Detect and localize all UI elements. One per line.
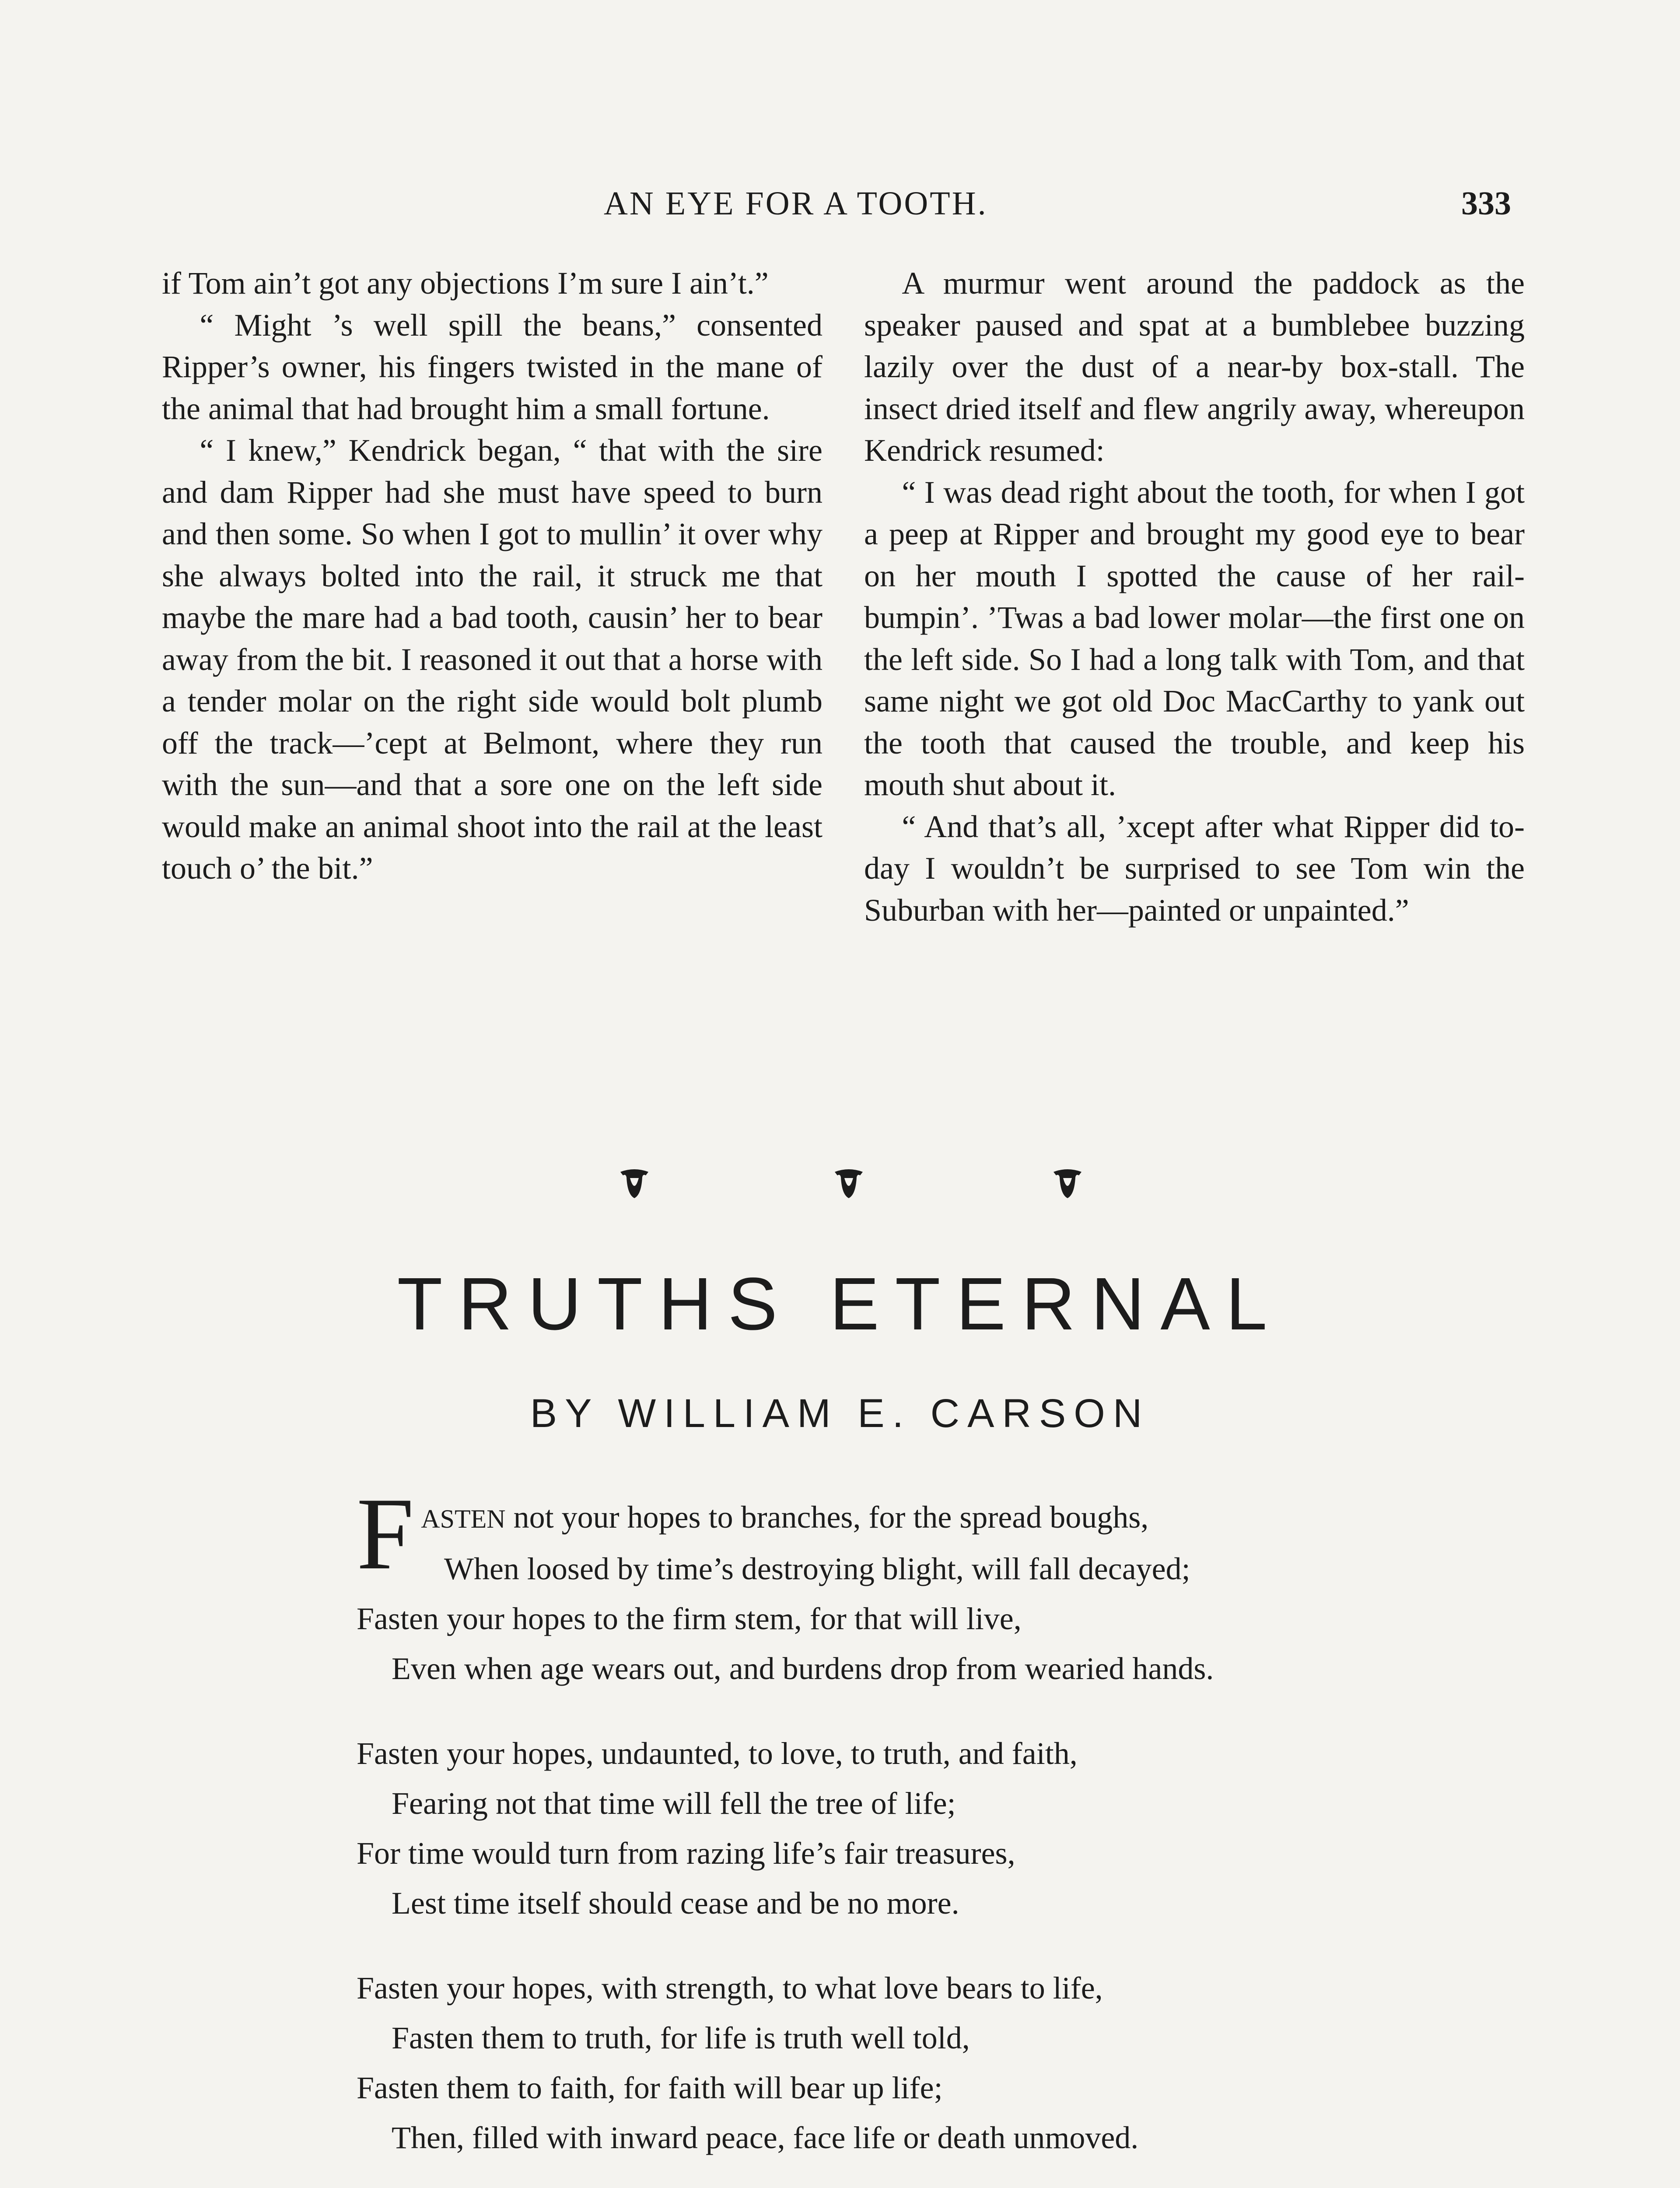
poem-line: Fasten them to truth, for life is truth well told, — [392, 2020, 970, 2055]
ornament-icon — [1050, 1164, 1085, 1203]
poem-byline: BY WILLIAM E. CARSON — [530, 1391, 1150, 1436]
poem-line: Lest time itself should cease and be no more. — [392, 1886, 959, 1921]
story-paragraph: A murmur went around the paddock as the speaker paused and spat at a bumblebee buzzing lazily over the dust of a near-by box-stall. The insect dried itself and flew angrily away, whereupon Kendrick resumed: — [864, 266, 1525, 468]
poem-line: For time would turn from razing life’s fair treasures, — [357, 1836, 1015, 1871]
drop-cap: F — [357, 1477, 414, 1591]
poem-line: Fasten your hopes to the firm stem, for that will live, — [357, 1601, 1022, 1636]
story-paragraph: “ Might ’s well spill the beans,” consented Ripper’s owner, his fingers twisted in the mane of the animal that had brought him a small fortune. — [162, 307, 822, 426]
poem-line: Then, filled with inward peace, face life or death unmoved. — [392, 2120, 1139, 2155]
ornament-icon — [617, 1164, 652, 1203]
story-paragraph: if Tom ain’t got any objections I’m sure I ain’t.” — [162, 266, 769, 301]
stanza — [357, 1963, 1494, 2163]
poem-title: TRUTHS ETERNAL — [397, 1262, 1283, 1346]
story-paragraph: “ And that’s all, ’xcept after what Ripper did to-day I wouldn’t be surprised to see Tom win the Suburban with her—painted or unpainted.” — [864, 809, 1525, 928]
poem-line: Fasten them to faith, for faith will bear up life; — [357, 2070, 943, 2105]
first-word-rest: ASTEN — [421, 1504, 506, 1533]
stanza — [357, 1477, 1494, 1694]
story-column-right — [864, 263, 1525, 931]
poem-body — [357, 1477, 1494, 2188]
poem-line: Fasten your hopes, with strength, to what love bears to life, — [357, 1971, 1103, 2006]
poem-line: Fasten your hopes, undaunted, to love, to truth, and faith, — [357, 1736, 1078, 1771]
poem-line: Even when age wears out, and burdens drop from wearied hands. — [392, 1651, 1214, 1686]
page-number: 333 — [1461, 185, 1511, 222]
poem-line: When loosed by time’s destroying blight, will fall decayed; — [444, 1551, 1190, 1586]
running-head — [0, 184, 1680, 223]
story-paragraph: “ I was dead right about the tooth, for when I got a peep at Ripper and brought my good eye to bear on her mouth I spotted the cause of her rail-bumpin’. ’Twas a bad lower molar—the first one on the left side. So I had a long talk with Tom, and that same night we got old Doc MacCarthy to yank out the tooth that caused the trouble, and keep his mouth shut about it. — [864, 474, 1525, 802]
story-paragraph: “ I knew,” Kendrick began, “ that with the sire and dam Ripper had she must have speed to burn and then some. So when I got to mullin’ it over why she always bolted into the rail, it struck me that maybe the mare had a bad tooth, causin’ her to bear away from the bit. I reasoned it out that a horse with a tender molar on the right side would bolt plumb off the track—’cept at Belmont, where they run with the sun—and that a sore one on the left side would make an animal shoot into the rail at the least touch o’ the bit.” — [162, 433, 822, 886]
section-divider — [0, 1164, 1680, 1217]
first-line-rest: not your hopes to branches, for the spread boughs, — [505, 1500, 1149, 1535]
story-column-left — [162, 263, 822, 890]
ornament-icon — [831, 1164, 866, 1203]
poem-line: Fearing not that time will fell the tree of life; — [392, 1786, 956, 1821]
stanza — [357, 1729, 1494, 1928]
running-title: AN EYE FOR A TOOTH. — [604, 185, 988, 222]
